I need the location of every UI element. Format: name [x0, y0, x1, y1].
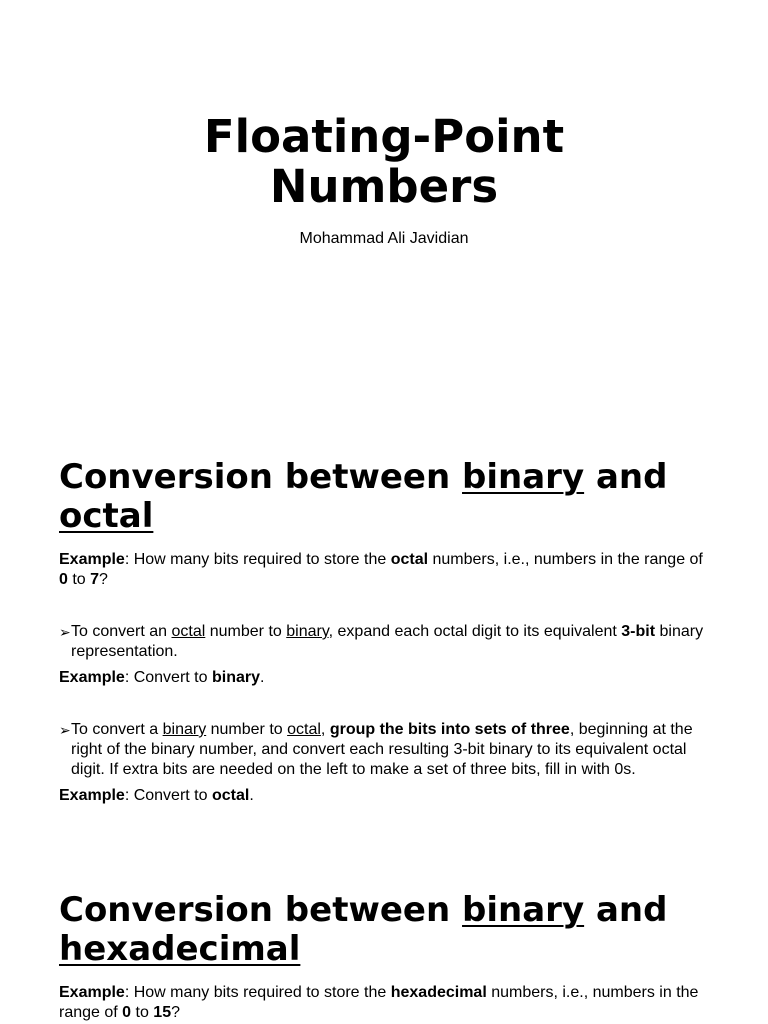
bullet-text: To convert an	[71, 623, 172, 640]
bullet-text: ,	[320, 721, 330, 738]
bullet-underline: binary	[286, 623, 329, 640]
octal-example-2	[59, 668, 709, 688]
hex-example-1	[59, 983, 709, 1023]
heading-octal: octal	[59, 496, 154, 536]
example-bold: binary	[211, 669, 260, 686]
bullet-text: binary representation.	[71, 623, 704, 660]
example-label: Example	[59, 551, 125, 568]
example-text: to	[131, 1004, 154, 1021]
author-name: Mohammad Ali Javidian	[299, 230, 469, 247]
arrow-bullet-icon: ➢	[59, 722, 71, 738]
example-text: : Convert to	[124, 787, 212, 804]
bullet-text: number to	[205, 623, 287, 640]
heading-binary: binary	[462, 890, 585, 930]
bullet-underline: octal	[171, 623, 206, 640]
example-label: Example	[59, 787, 125, 804]
arrow-bullet-icon: ➢	[59, 624, 71, 640]
octal-example-1	[59, 550, 709, 590]
octal-heading	[59, 458, 709, 536]
example-bold: octal	[211, 787, 250, 804]
example-bold: hexadecimal	[390, 984, 487, 1001]
example-label: Example	[59, 984, 125, 1001]
example-text: : How many bits required to store the	[124, 551, 391, 568]
example-label: Example	[59, 669, 125, 686]
octal-slide	[59, 458, 709, 806]
example-bold: 0	[122, 1004, 132, 1021]
heading-hexadecimal: hexadecimal	[59, 929, 301, 969]
slide-title-line1: Floating-Point	[203, 110, 565, 163]
example-text: numbers, i.e., numbers in the range of	[59, 984, 699, 1021]
example-text: : How many bits required to store the	[124, 984, 391, 1001]
example-text: to	[67, 571, 91, 588]
slide-title-line2: Numbers	[269, 160, 499, 213]
title-slide	[0, 0, 768, 430]
octal-example-3	[59, 786, 709, 806]
example-text: .	[259, 669, 265, 686]
example-bold: 15	[153, 1004, 172, 1021]
example-text: numbers, i.e., numbers in the range of	[428, 551, 703, 568]
bullet-text: , beginning at the right of the binary number, and convert each resulting 3-bit binary to its equivalent octal digit. If extra bits are needed on the left to make a set of three bits, fill in with 0s.	[71, 721, 693, 778]
bullet-text: To convert a	[71, 721, 163, 738]
example-text: ?	[171, 1004, 180, 1021]
octal-bullet-1	[59, 622, 709, 662]
bullet-text: , expand each octal digit to its equivalent	[328, 623, 622, 640]
example-text: ?	[99, 571, 108, 588]
bullet-bold: group the bits into sets of three	[329, 721, 570, 738]
heading-prefix: Conversion between	[59, 890, 463, 930]
example-bold: octal	[390, 551, 429, 568]
octal-bullet-2	[59, 720, 709, 780]
example-text: .	[249, 787, 254, 804]
heading-binary: binary	[462, 457, 585, 497]
hex-slide	[59, 891, 709, 1023]
heading-and: and	[584, 890, 668, 930]
example-text: : Convert to	[124, 669, 212, 686]
heading-prefix: Conversion between	[59, 457, 463, 497]
hex-heading	[59, 891, 709, 969]
bullet-underline: octal	[287, 721, 321, 738]
bullet-underline: binary	[162, 721, 207, 738]
example-bold: 0	[59, 571, 68, 588]
bullet-text: number to	[206, 721, 288, 738]
heading-and: and	[584, 457, 668, 497]
bullet-bold: 3-bit	[621, 623, 656, 640]
slide-title	[0, 112, 768, 212]
example-bold: 7	[90, 571, 100, 588]
